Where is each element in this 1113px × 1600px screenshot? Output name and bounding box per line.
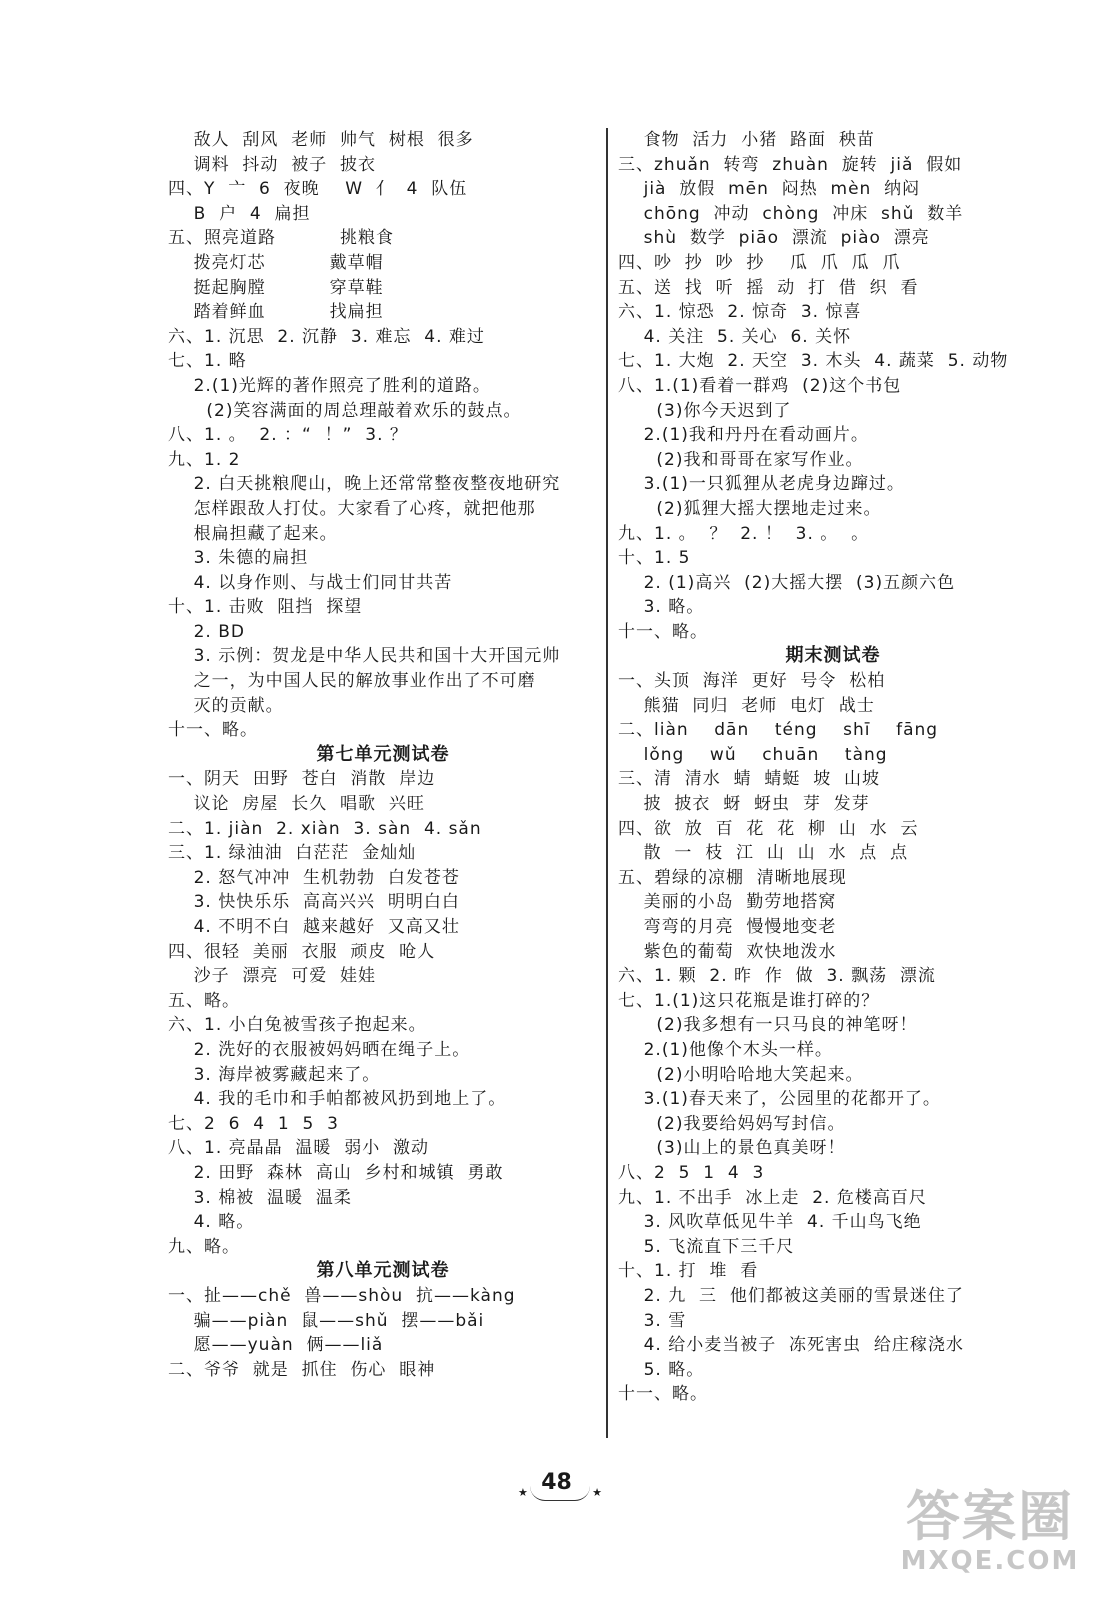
answer-line-text: 四、很轻 美丽 衣服 顽皮 呛人 <box>168 941 436 962</box>
answer-line <box>618 1038 1048 1063</box>
answer-line <box>168 989 598 1014</box>
right-column <box>618 128 1048 1407</box>
answer-line-text: 四、吵 抄 吵 抄 瓜 爪 瓜 爪 <box>618 252 901 273</box>
answer-line-text: 七、1. 大炮 2. 天空 3. 木头 4. 蔬菜 5. 动物 <box>618 351 1009 372</box>
answer-line <box>618 767 1048 792</box>
answer-line-text: 二、爷爷 就是 抓住 伤心 眼神 <box>168 1359 436 1380</box>
answer-line-text: 八、2 5 1 4 3 <box>618 1162 765 1183</box>
answer-line <box>618 866 1048 891</box>
answer-line-text: 十、1. 击败 阻挡 探望 <box>168 597 363 618</box>
answer-line <box>618 374 1048 399</box>
answer-line-text: 3.(1)春天来了，公园里的花都开了。 <box>618 1089 941 1110</box>
section-heading <box>168 1259 598 1284</box>
answer-line-text: 骗——piàn 鼠——shǔ 摆——bǎi <box>168 1310 485 1331</box>
answer-line <box>618 472 1048 497</box>
answer-line <box>168 620 598 645</box>
answer-line-text: 散 一 枝 江 山 山 水 点 点 <box>618 843 909 864</box>
answer-line <box>618 669 1048 694</box>
section-heading-text: 第七单元测试卷 <box>316 743 450 765</box>
answer-line-text: shù 数学 piāo 漂流 piào 漂亮 <box>618 228 930 249</box>
answer-line <box>168 644 598 669</box>
answer-line <box>168 866 598 891</box>
answer-line <box>618 1210 1048 1235</box>
answer-line-text: 3. 示例：贺龙是中华人民共和国十大开国元帅 <box>168 646 561 667</box>
answer-line <box>168 1136 598 1161</box>
answer-line-text: 七、1.(1)这只花瓶是谁打碎的？ <box>618 990 880 1011</box>
answer-line-text: 4. 给小麦当被子 冻死害虫 给庄稼浇水 <box>618 1335 964 1356</box>
answer-line <box>618 497 1048 522</box>
answer-line-text: (2)狐狸大摇大摆地走过来。 <box>618 498 882 519</box>
answer-line-text: 2. 白天挑粮爬山，晚上还常常整夜整夜地研究 <box>168 474 561 495</box>
answer-line-text: 2. 洗好的衣服被妈妈晒在绳子上。 <box>168 1039 471 1060</box>
answer-line-text: 披 披衣 蚜 蚜虫 芽 发芽 <box>618 794 870 815</box>
answer-line <box>168 448 598 473</box>
answer-line <box>168 522 598 547</box>
answer-line <box>168 1161 598 1186</box>
answer-line <box>168 595 598 620</box>
answer-line-text: 3. 棉被 温暖 温柔 <box>168 1187 352 1208</box>
answer-line <box>618 177 1048 202</box>
answer-line-text: 4. 以身作则、与战士们同甘共苦 <box>168 572 453 593</box>
answer-line <box>168 669 598 694</box>
answer-line-text: 食物 活力 小猪 路面 秧苗 <box>618 130 875 150</box>
answer-line <box>168 423 598 448</box>
left-column <box>168 128 598 1382</box>
answer-line-text: 十、1. 打 堆 看 <box>618 1261 759 1282</box>
answer-line-text: 三、zhuǎn 转弯 zhuàn 旋转 jiǎ 假如 <box>618 154 963 175</box>
answer-line <box>168 472 598 497</box>
answer-line <box>618 226 1048 251</box>
answer-line-text: 3. 略。 <box>618 597 705 618</box>
answer-line-text: 弯弯的月亮 慢慢地变老 <box>618 917 837 937</box>
answer-line <box>618 1235 1048 1260</box>
answer-line <box>618 1259 1048 1284</box>
answer-line-text: 熊猫 同归 老师 电灯 战士 <box>618 695 875 716</box>
answer-line <box>168 325 598 350</box>
answer-line <box>618 1382 1048 1407</box>
answer-line <box>618 153 1048 178</box>
answer-line <box>168 374 598 399</box>
answer-line <box>168 1038 598 1063</box>
answer-line-text: 八、1. 。 2. ：“ ！” 3. ？ <box>168 425 408 446</box>
answer-line-text: 五、送 找 听 摇 动 打 借 织 看 <box>618 277 919 298</box>
section-heading-text: 第八单元测试卷 <box>316 1260 450 1282</box>
answer-line-text: 六、1. 惊恐 2. 惊奇 3. 惊喜 <box>618 302 862 323</box>
answer-line-text: jià 放假 mēn 闷热 mèn 纳闷 <box>618 179 921 200</box>
answer-line-text: 踏着鲜血 找扁担 <box>168 302 384 323</box>
answer-line-text: (3)你今天迟到了 <box>618 400 792 421</box>
answer-line <box>618 1358 1048 1383</box>
answer-line-text: (2)我多想有一只马良的神笔呀！ <box>618 1015 918 1036</box>
answer-line-text: 沙子 漂亮 可爱 娃娃 <box>168 966 377 987</box>
answer-line-text: 美丽的小岛 勤劳地搭窝 <box>618 892 837 913</box>
answer-line-text: 3. 朱德的扁担 <box>168 548 309 569</box>
answer-line-text: 九、1. 2 <box>168 449 241 470</box>
answer-line <box>168 1210 598 1235</box>
page-number-ornament <box>518 1486 602 1504</box>
answer-line <box>618 817 1048 842</box>
answer-line-text: 六、1. 颗 2. 昨 作 做 3. 飘荡 漂流 <box>618 966 936 987</box>
answer-line-text: 十一、略。 <box>618 1384 708 1405</box>
answer-line <box>618 940 1048 965</box>
answer-line <box>618 571 1048 596</box>
answer-line-text: 九、1. 。 ？ 2. ！ 3. 。 。 <box>618 523 870 544</box>
answer-line-text: 五、略。 <box>168 990 240 1011</box>
answer-line-text: 怎样跟敌人打仗。大家看了心疼，就把他那 <box>168 498 536 519</box>
answer-line-text: 2. 田野 森林 高山 乡村和城镇 勇敢 <box>168 1162 504 1183</box>
answer-line <box>168 718 598 743</box>
answer-line-text: 六、1. 沉思 2. 沉静 3. 难忘 4. 难过 <box>168 326 485 347</box>
watermark-logo <box>895 1487 1085 1582</box>
section-heading-text: 期末测试卷 <box>785 645 881 667</box>
answer-line-text: (2)小明哈哈地大笑起来。 <box>618 1064 864 1085</box>
answer-line <box>618 989 1048 1014</box>
answer-line <box>618 595 1048 620</box>
answer-line-text: 议论 房屋 长久 唱歌 兴旺 <box>168 794 425 815</box>
answer-line-text: 2. 怒气冲冲 生机勃勃 白发苍苍 <box>168 867 460 888</box>
answer-line <box>168 153 598 178</box>
answer-line <box>618 399 1048 424</box>
answer-line <box>618 202 1048 227</box>
answer-line <box>168 1087 598 1112</box>
answer-line <box>618 1136 1048 1161</box>
answer-line-text: 愿——yuàn 俩——liǎ <box>168 1335 384 1356</box>
answer-line <box>168 694 598 719</box>
answer-line-text: 3. 快快乐乐 高高兴兴 明明白白 <box>168 892 460 913</box>
answer-line-text: 2.(1)他像个木头一样。 <box>618 1039 833 1060</box>
answer-line <box>618 964 1048 989</box>
answer-line <box>168 1235 598 1260</box>
answer-line <box>168 1063 598 1088</box>
answer-line <box>168 202 598 227</box>
answer-line <box>618 128 1048 153</box>
answer-line <box>168 251 598 276</box>
answer-line-text: 5. 飞流直下三千尺 <box>618 1236 795 1257</box>
answer-line <box>168 767 598 792</box>
answer-line-text: (2)我和哥哥在家写作业。 <box>618 449 864 470</box>
watermark-text-en: MXQE.COM <box>900 1546 1080 1576</box>
answer-line-text: B 户 4 扁担 <box>168 203 311 224</box>
answer-line-text: 调料 抖动 被子 披衣 <box>168 154 377 175</box>
answer-line <box>618 890 1048 915</box>
answer-line <box>168 1309 598 1334</box>
answer-line <box>618 522 1048 547</box>
answer-line <box>618 915 1048 940</box>
answer-line <box>618 1112 1048 1137</box>
answer-line-text: 一、头顶 海洋 更好 号令 松柏 <box>618 671 886 692</box>
answer-line <box>168 546 598 571</box>
answer-line-text: 八、1. 亮晶晶 温暖 弱小 激动 <box>168 1138 430 1159</box>
answer-line <box>618 1284 1048 1309</box>
answer-line-text: lǒng wǔ chuān tàng <box>618 744 888 765</box>
answer-line-text: 2.(1)我和丹丹在看动画片。 <box>618 425 869 446</box>
page-number: 48 <box>541 1470 572 1495</box>
answer-line <box>618 546 1048 571</box>
answer-line-text: 4. 我的毛巾和手帕都被风扔到地上了。 <box>168 1089 507 1110</box>
answer-line <box>168 1013 598 1038</box>
answer-line-text: 2. (1)高兴 (2)大摇大摆 (3)五颜六色 <box>618 572 956 593</box>
answer-line <box>618 1087 1048 1112</box>
answer-line-text: (2)我要给妈妈写封信。 <box>618 1113 846 1134</box>
answer-line <box>618 841 1048 866</box>
answer-line-text: 十一、略。 <box>618 621 708 642</box>
answer-line <box>618 1063 1048 1088</box>
answer-line <box>618 1333 1048 1358</box>
answer-line-text: 三、清 清水 蜻 蜻蜓 坡 山坡 <box>618 769 881 790</box>
answer-line <box>168 964 598 989</box>
answer-line-text: 三、1. 绿油油 白茫茫 金灿灿 <box>168 843 417 864</box>
answer-line <box>168 1284 598 1309</box>
answer-line-text: 4. 不明不白 越来越好 又高又壮 <box>168 917 460 937</box>
answer-line <box>618 349 1048 374</box>
answer-line <box>168 571 598 596</box>
answer-line <box>168 1186 598 1211</box>
answer-line-text: 六、1. 小白兔被雪孩子抱起来。 <box>168 1015 427 1036</box>
answer-line-text: 灭的贡献。 <box>168 695 284 716</box>
answer-line-text: 七、1. 略 <box>168 351 247 372</box>
star-icon: ★ <box>592 1486 602 1499</box>
answer-line <box>618 448 1048 473</box>
answer-line-text: 一、扯——chě 兽——shòu 抗——kàng <box>168 1285 516 1306</box>
answer-line <box>618 694 1048 719</box>
answer-line <box>168 940 598 965</box>
answer-line <box>618 1013 1048 1038</box>
answer-line-text: 拨亮灯芯 戴草帽 <box>168 252 384 273</box>
answer-line-text: chōng 冲动 chòng 冲床 shǔ 数羊 <box>618 203 964 224</box>
answer-line-text: 十、1. 5 <box>618 548 691 569</box>
answer-line <box>168 177 598 202</box>
answer-line <box>618 1161 1048 1186</box>
answer-line <box>618 423 1048 448</box>
answer-line <box>168 841 598 866</box>
answer-line <box>168 349 598 374</box>
answer-line <box>618 325 1048 350</box>
answer-line <box>168 792 598 817</box>
answer-line <box>618 1186 1048 1211</box>
answer-line-text: 3.(1)一只狐狸从老虎身边蹿过。 <box>618 474 905 495</box>
answer-line-text: (2)笑容满面的周总理敲着欢乐的鼓点。 <box>168 400 522 421</box>
answer-line-text: 3. 风吹草低见牛羊 4. 千山鸟飞绝 <box>618 1212 922 1233</box>
answer-line <box>618 276 1048 301</box>
answer-line-text: 根扁担藏了起来。 <box>168 523 338 544</box>
answer-line-text: 3. 雪 <box>618 1310 687 1331</box>
answer-line <box>168 399 598 424</box>
answer-line <box>618 1309 1048 1334</box>
answer-line-text: 4. 略。 <box>168 1212 255 1233</box>
answer-line-text: 敌人 刮风 老师 帅气 树根 很多 <box>168 130 474 150</box>
answer-line-text: 五、碧绿的凉棚 清晰地展现 <box>618 867 847 888</box>
section-heading <box>168 743 598 768</box>
answer-line-text: 十一、略。 <box>168 720 258 741</box>
star-icon: ★ <box>518 1486 528 1499</box>
answer-line-text: 3. 海岸被雾藏起来了。 <box>168 1064 381 1085</box>
answer-line-text: 四、Y 亠 6 夜晚 W 亻 4 队伍 <box>168 179 468 200</box>
answer-line-text: 二、1. jiàn 2. xiàn 3. sàn 4. sǎn <box>168 818 482 839</box>
answer-line-text: 挺起胸膛 穿草鞋 <box>168 277 384 298</box>
answer-line <box>168 226 598 251</box>
answer-line <box>618 251 1048 276</box>
answer-line-text: 一、阴天 田野 苍白 消散 岸边 <box>168 769 436 790</box>
answer-line <box>168 128 598 153</box>
column-divider <box>606 128 608 1438</box>
answer-line <box>168 817 598 842</box>
answer-line-text: 2. BD <box>168 621 245 642</box>
answer-line <box>168 497 598 522</box>
answer-line <box>618 792 1048 817</box>
answer-line <box>168 300 598 325</box>
answer-line-text: 之一，为中国人民的解放事业作出了不可磨 <box>168 671 536 692</box>
answer-line <box>618 718 1048 743</box>
answer-line <box>168 915 598 940</box>
answer-line <box>168 1333 598 1358</box>
answer-line-text: 4. 关注 5. 关心 6. 关怀 <box>618 326 852 347</box>
answer-line <box>168 276 598 301</box>
answer-line-text: 2. 九 三 他们都被这美丽的雪景迷住了 <box>618 1285 964 1306</box>
answer-line-text: 九、略。 <box>168 1236 240 1257</box>
answer-line-text: 八、1.(1)看着一群鸡 (2)这个书包 <box>618 375 902 396</box>
answer-line <box>618 300 1048 325</box>
arc-decoration <box>530 1486 590 1501</box>
answer-line <box>168 1112 598 1137</box>
answer-line-text: 二、liàn dān téng shī fāng <box>618 720 939 741</box>
answer-line-text: 五、照亮道路 挑粮食 <box>168 228 395 249</box>
answer-line-text: 紫色的葡萄 欢快地泼水 <box>618 941 837 962</box>
answer-line-text: 四、欲 放 百 花 花 柳 山 水 云 <box>618 818 919 839</box>
answer-line <box>618 620 1048 645</box>
answer-line-text: 七、2 6 4 1 5 3 <box>168 1113 339 1134</box>
answer-line <box>168 890 598 915</box>
section-heading <box>618 644 1048 669</box>
answer-line-text: (3)山上的景色真美呀！ <box>618 1138 846 1159</box>
answer-line-text: 2.(1)光辉的著作照亮了胜利的道路。 <box>168 375 491 396</box>
answer-line <box>618 743 1048 768</box>
answer-line <box>168 1358 598 1383</box>
watermark-text-cn: 答案圈 <box>906 1485 1074 1548</box>
answer-line-text: 5. 略。 <box>618 1359 705 1380</box>
answer-line-text: 九、1. 不出手 冰上走 2. 危楼高百尺 <box>618 1187 927 1208</box>
